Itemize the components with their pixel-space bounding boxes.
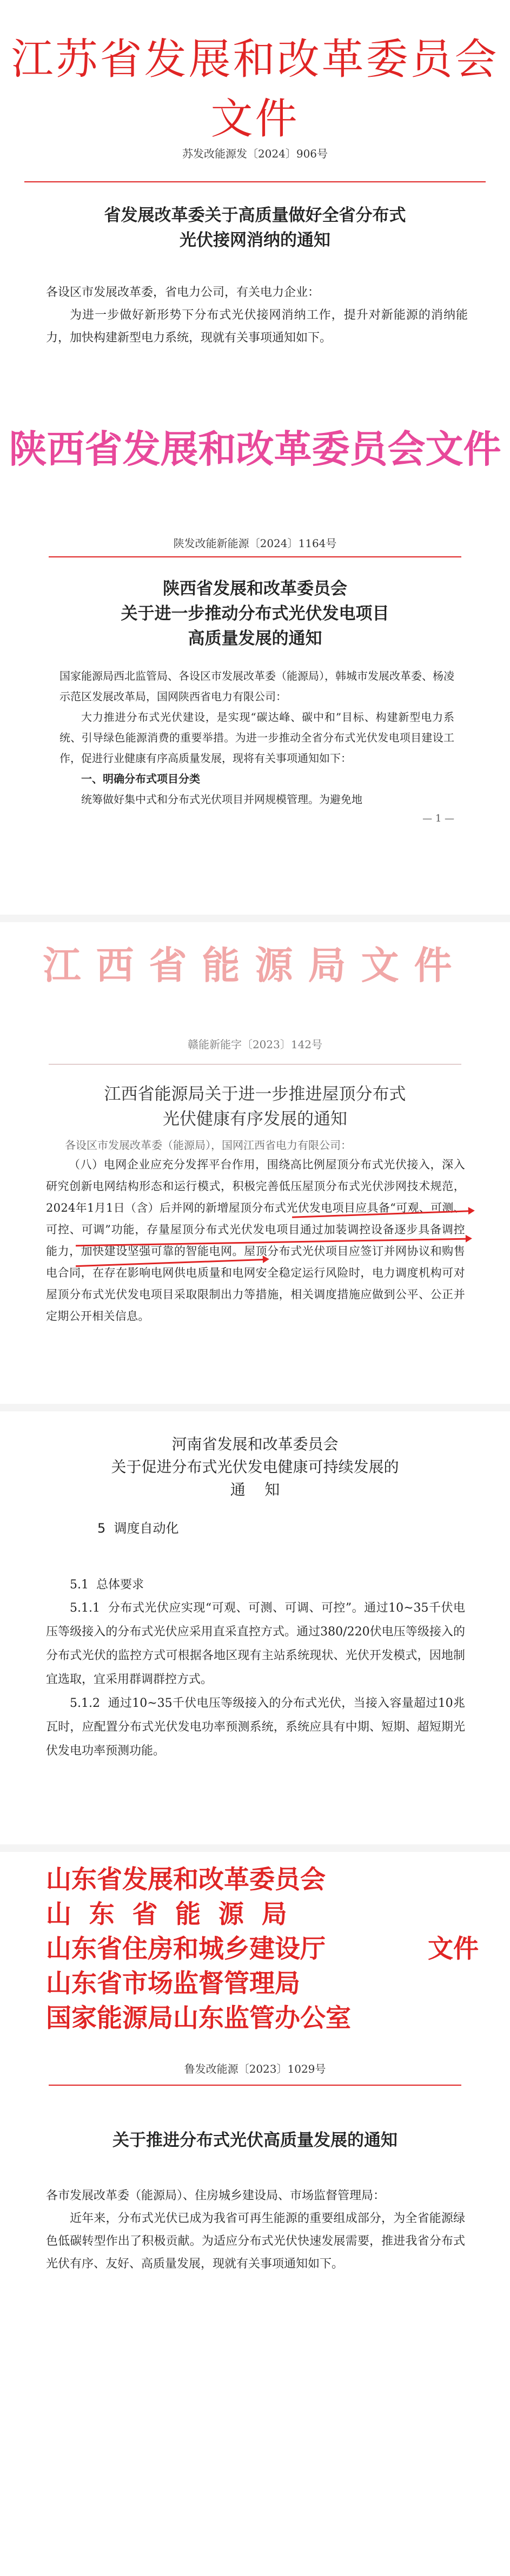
shaanxi-title-line: 陕西省发展和改革委员会: [163, 579, 347, 599]
shaanxi-body: 大力推进分布式光伏建设，是实现“碳达峰、碳中和”目标、构建新型电力系统、引导绿色能源消费的重要举措。为进一步推动全省分布式光伏发电项目建设工作，促进行业健康有序高质量发展，现将有关事项通知如下：: [59, 711, 454, 765]
henan-doc: [0, 1411, 510, 1844]
shandong-issuer: 山 东 省 能 源 局: [46, 1900, 287, 1929]
shandong-body: 近年来，分布式光伏已成为我省可再生能源的重要组成部分，为全省能源绿色低碳转型作出了积极贡献。为适应分布式光伏快速发展需要，推进我省分布式光伏有序、友好、高质量发展，现就有关事项通知如下。: [46, 2212, 465, 2271]
shaanxi-section: 一、明确分布式项目分类: [81, 772, 200, 785]
jiangsu-title-line: 省发展改革委关于高质量做好全省分布式: [104, 206, 406, 225]
henan-p2: 5.1.2 通过10~35千伏电压等级接入的分布式光伏，当接入容量超过10兆瓦时，应配置分布式光伏发电功率预测系统，系统应具有中期、短期、超短期光伏发电功率预测功能。: [46, 1697, 465, 1758]
jiangsu-addressee: 各设区市发展改革委，省电力公司，有关电力企业：: [46, 286, 320, 299]
shandong-issuer: 山东省住房和城乡建设厅: [46, 1934, 326, 1964]
henan-p1: 5.1.1 分布式光伏应实现“可观、可测、可调、可控”。通过10~35千伏电压等级接入的分布式光伏应采用直采直控方式。通过380/220伏电压等级接入的分布式光伏的监控方式可根据各地区现有主站系统现状、光伏开发模式，因地制宜选取，宜采用群调群控方式。: [46, 1601, 465, 1686]
separator: [0, 1844, 510, 1852]
jiangxi-ref: 赣能新能字〔2023〕142号: [187, 1038, 323, 1051]
jiangxi-doc: [0, 922, 510, 1404]
henan-title: [0, 1433, 510, 1501]
shandong-wenjian: 文件: [428, 1934, 479, 1964]
separator: [0, 915, 510, 922]
jiangxi-header: 江西省能源局文件: [43, 943, 467, 988]
shandong-title: 关于推进分布式光伏高质量发展的通知: [112, 2131, 398, 2150]
shandong-ref: 鲁发改能源〔2023〕1029号: [184, 2062, 326, 2075]
shaanxi-title-line: 关于进一步推动分布式光伏发电项目: [121, 604, 389, 623]
shaanxi-ref: 陕发改能新能源〔2024〕1164号: [173, 537, 337, 550]
henan-title-line: 通 知: [230, 1481, 280, 1499]
shandong-issuer: 山东省市场监督管理局: [46, 1969, 300, 1999]
shaanxi-addressee: 国家能源局西北监管局、各设区市发展改革委（能源局），韩城市发展改革委、杨凌示范区发展改革局，国网陕西省电力有限公司：: [59, 669, 454, 703]
jiangsu-header: 江苏省发展和改革委员会文件: [11, 35, 499, 143]
shaanxi-page-number: — 1 —: [422, 813, 454, 824]
shandong-joint-header: [46, 1863, 479, 2036]
jiangsu-title: [0, 203, 510, 253]
jiangsu-title-line: 光伏接网消纳的通知: [180, 231, 330, 250]
shaanxi-doc: [0, 411, 510, 915]
shaanxi-title-line: 高质量发展的通知: [188, 629, 322, 648]
henan-title-line: 河南省发展和改革委员会: [171, 1435, 339, 1453]
shaanxi-title: [0, 576, 510, 651]
jiangsu-red-rule: [24, 181, 486, 182]
henan-section: 5 调度自动化: [97, 1521, 179, 1536]
jiangxi-body: （八）电网企业应充分发挥平台作用，围绕高比例屋顶分布式光伏接入，深入研究创新电网结构形态和运行模式，积极完善低压屋顶分布式光伏涉网技术规范，2024年1月1日（含）后并网的新增屋顶分布式光伏发电项目应具备“可观、可测、可控、可调”功能，存量屋顶分布式光伏发电项目通过加装调控设备逐步具备调控能力，加快建设坚强可靠的智能电网。屋顶分布式光伏项目应签订并网协议和购售电合同，在存在影响电网供电质量和电网安全稳定运行风险时，电力调度机构可对屋顶分布式光伏发电项目采取限制出力等措施，相关调度措施应做到公平、公正并定期公开相关信息。: [46, 1158, 465, 1323]
jiangxi-title: [0, 1082, 510, 1132]
shaanxi-header: 陕西省发展和改革委员会文件: [9, 427, 501, 471]
jiangxi-title-line: 江西省能源局关于进一步推进屋顶分布式: [104, 1085, 406, 1104]
jiangxi-title-line: 光伏健康有序发展的通知: [163, 1109, 347, 1129]
shandong-issuer: 国家能源局山东监管办公室: [46, 2003, 351, 2033]
separator: [0, 1404, 510, 1411]
henan-title-line: 关于促进分布式光伏发电健康可持续发展的: [111, 1458, 399, 1476]
jiangsu-body: 为进一步做好新形势下分布式光伏接网消纳工作，提升对新能源的消纳能力，加快构建新型电力系统，现就有关事项通知如下。: [46, 308, 468, 345]
henan-subheading: 5.1 总体要求: [70, 1578, 144, 1592]
shandong-addressee: 各市发展改革委（能源局）、住房城乡建设局、市场监督管理局：: [46, 2189, 386, 2203]
shaanxi-body2: 统筹做好集中式和分布式光伏项目并网规模管理。为避免地: [81, 793, 362, 806]
jiangxi-cutoff-line: 各设区市发展改革委（能源局），国网江西省电力有限公司：: [65, 1140, 352, 1152]
jiangsu-ref: 苏发改能源发〔2024〕906号: [182, 147, 328, 160]
shandong-doc: [0, 1852, 510, 2576]
shandong-issuer: 山东省发展和改革委员会: [46, 1865, 326, 1895]
shandong-red-rule: [49, 2085, 461, 2086]
shaanxi-red-rule: [49, 556, 461, 557]
